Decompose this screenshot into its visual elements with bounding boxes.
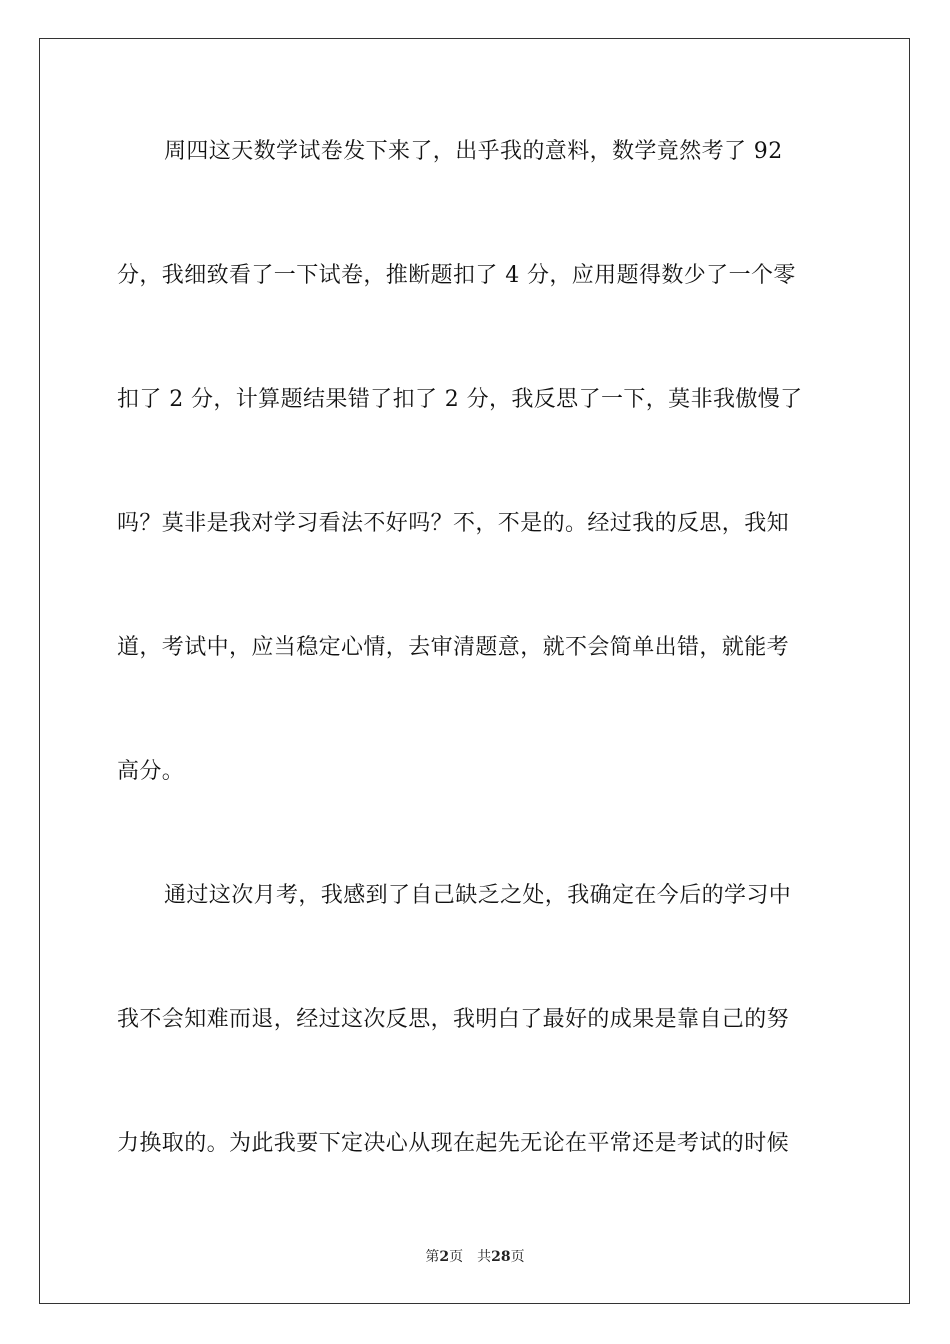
page-total-number: 28: [491, 1249, 511, 1265]
paragraph-2-line-3: 力换取的。为此我要下定决心从现在起先无论在平常还是考试的时候: [117, 1131, 790, 1156]
paragraph-1-line-1: 周四这天数学试卷发下来了，出乎我的意料，数学竟然考了 92: [164, 139, 783, 164]
total-suffix: 页: [510, 1249, 525, 1265]
paragraph-1-line-2: 分，我细致看了一下试卷，推断题扣了 4 分，应用题得数少了一个零: [117, 263, 796, 288]
page-current-number: 2: [439, 1249, 450, 1265]
paragraph-2-line-1: 通过这次月考，我感到了自己缺乏之处，我确定在今后的学习中: [164, 883, 792, 908]
page-frame: [39, 38, 910, 1304]
paragraph-1-line-4: 吗？莫非是我对学习看法不好吗？不，不是的。经过我的反思，我知: [117, 511, 790, 536]
page-footer: [0, 1248, 950, 1266]
total-prefix: 共: [477, 1249, 492, 1265]
paragraph-2-line-2: 我不会知难而退，经过这次反思，我明白了最好的成果是靠自己的努: [117, 1007, 790, 1032]
paragraph-1-line-5: 道，考试中，应当稳定心情，去审清题意，就不会简单出错，就能考: [117, 635, 790, 660]
paragraph-1-line-6: 高分。: [117, 759, 185, 784]
page-prefix: 第: [425, 1249, 440, 1265]
page-suffix: 页: [449, 1249, 464, 1265]
paragraph-1-line-3: 扣了 2 分，计算题结果错了扣了 2 分，我反思了一下，莫非我傲慢了: [117, 387, 803, 412]
